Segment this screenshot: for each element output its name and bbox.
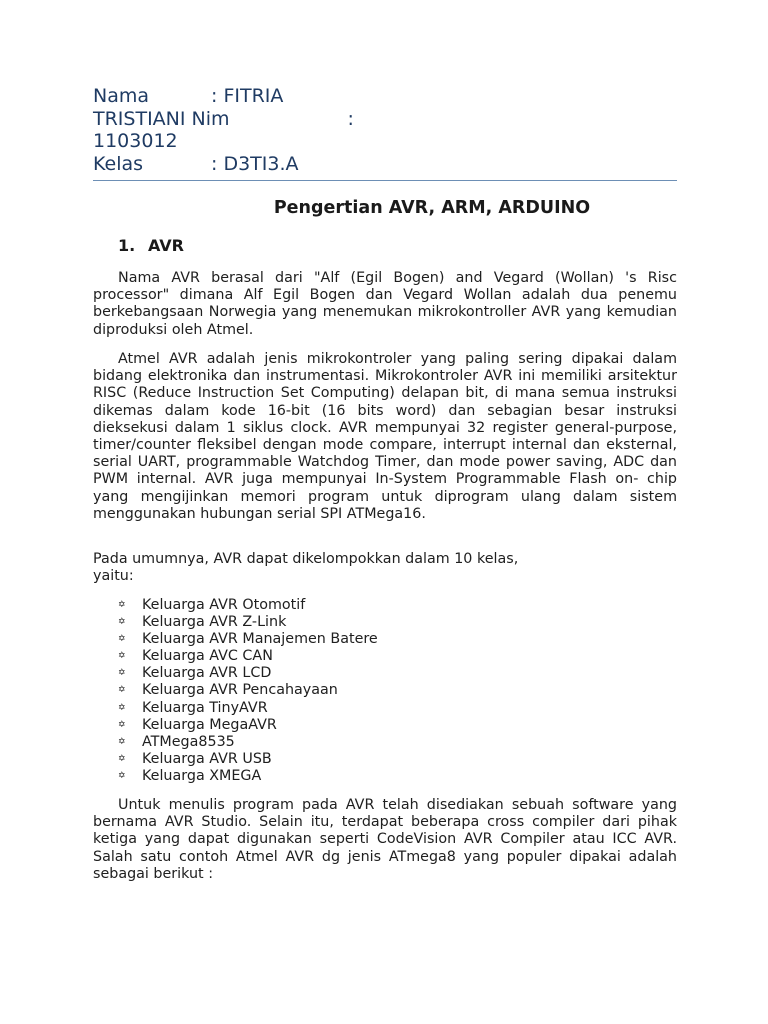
list-item-label: Keluarga AVR Z-Link [142,614,287,631]
ribbon-bullet-icon: ✡ [118,668,126,679]
avr-family-list [118,597,378,785]
nim-number: 1103012 [93,130,178,152]
list-item-label: Keluarga TinyAVR [142,699,268,716]
section-number: 1. [118,236,136,255]
ribbon-bullet-icon: ✡ [118,685,126,696]
ribbon-bullet-icon: ✡ [118,651,126,662]
header-divider [93,180,677,181]
list-item-label: Keluarga AVR Otomotif [142,597,306,613]
nim-label: Nim [191,107,230,130]
list-item [118,631,378,648]
ribbon-bullet-icon: ✡ [118,753,126,764]
ribbon-bullet-icon: ✡ [118,736,126,747]
list-item-label: Keluarga AVC CAN [142,648,273,665]
ribbon-bullet-icon: ✡ [118,634,126,645]
paragraph-avr-origin: Nama AVR berasal dari "Alf (Egil Bogen) and Vegard (Wollan) 's Risc processor" dimana Alf Egil Bogen dan Vegard Wollan adalah dua penemu berkebangsaan Norwegia yang menemukan mikrokontroller AVR yang kemudian diproduksi oleh Atmel. [93,270,677,338]
paragraph-avr-classes: Pada umumnya, AVR dapat dikelompokkan dalam 10 kelas, yaitu: [93,551,519,585]
document-title: Pengertian AVR, ARM, ARDUINO [273,198,591,218]
kelas-label: Kelas [93,152,144,175]
ribbon-bullet-icon: ✡ [118,617,126,628]
list-item [118,648,378,665]
list-item [118,614,378,631]
section-title: AVR [148,236,184,255]
list-item-label: Keluarga AVR USB [142,750,272,767]
list-item-label: Keluarga XMEGA [142,767,262,784]
list-item-label: Keluarga MegaAVR [142,716,277,733]
list-item [118,717,378,734]
ribbon-bullet-icon: ✡ [118,719,126,730]
ribbon-bullet-icon: ✡ [118,702,126,713]
list-item [118,682,378,699]
kelas-line [93,153,383,176]
ribbon-bullet-icon: ✡ [118,600,126,610]
list-item [118,597,378,614]
section-heading [118,236,184,255]
list-item-label: Keluarga AVR LCD [142,665,272,682]
name-value: : FITRIA [211,85,284,107]
list-item [118,751,378,768]
paragraph-avr-studio: Untuk menulis program pada AVR telah disediakan sebuah software yang bernama AVR Studio. Selain itu, terdapat beberapa cross compiler dari pihak ketiga yang dapat digunakan seperti CodeVision AVR Compiler atau ICC AVR. Salah satu contoh Atmel AVR dg jenis ATmega8 yang populer dipakai adalah sebagai berikut : [93,797,677,882]
name-label: Nama [93,85,150,107]
student-info-header [93,85,383,175]
list-item [118,768,378,785]
nim-colon: : [347,107,354,130]
list-item [118,700,378,717]
paragraph-atmel-avr: Atmel AVR adalah jenis mikrokontroler yang paling sering dipakai dalam bidang elektronika dan instrumentasi. Mikrokontroler AVR ini memiliki arsitektur RISC (Reduce Instruction Set Computing) delapan bit, di mana semua instruksi dikemas dalam kode 16-bit (16 bits word) dan sebagian besar instruksi dieksekusi dalam 1 siklus clock. AVR mempunyai 32 register general-purpose, timer/counter fleksibel dengan mode compare, interrupt internal dan eksternal, serial UART, programmable Watchdog Timer, dan mode power saving, ADC dan PWM internal. AVR juga mempunyai In-System Programmable Flash on- chip yang mengijinkan memori program untuk diprogram ulang dalam sistem menggunakan hubungan serial SPI ATMega16. [93,351,677,522]
ribbon-bullet-icon: ✡ [118,770,126,781]
kelas-value: : D3TI3.A [211,152,299,175]
list-item [118,734,378,751]
name-line [93,85,383,108]
name-nim-line [93,108,383,131]
list-item-label: Keluarga AVR Manajemen Batere [142,631,378,648]
list-item-label: Keluarga AVR Pencahayaan [142,682,338,699]
list-item [118,665,378,682]
name-value-continued: TRISTIANI [93,107,186,130]
list-item-label: ATMega8535 [142,733,235,750]
